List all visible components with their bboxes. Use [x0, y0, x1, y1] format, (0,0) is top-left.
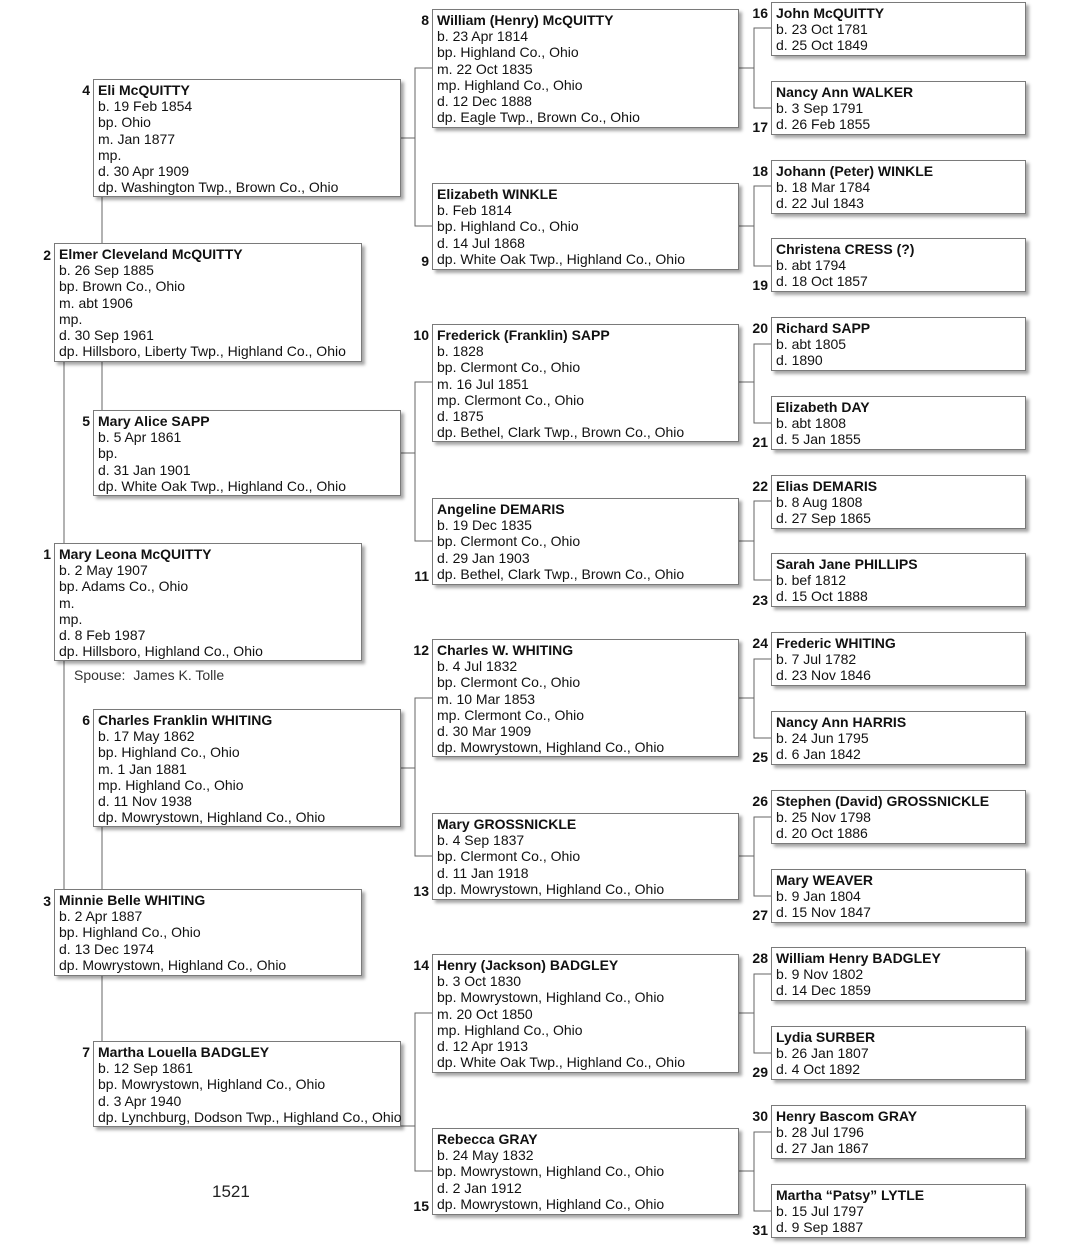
person-17-number: 17	[752, 119, 768, 135]
person-fact: b. 12 Sep 1861	[98, 1060, 193, 1077]
person-fact: d. 9 Sep 1887	[776, 1219, 864, 1236]
connector-8	[739, 28, 771, 108]
person-fact: b. Feb 1814	[437, 202, 512, 219]
person-fact: b. 2 Apr 1887	[59, 908, 143, 925]
page-number: 1521	[212, 1182, 250, 1201]
connector-10	[739, 344, 771, 423]
person-fact: m. abt 1906	[59, 294, 133, 311]
spouse-name: James K. Tolle	[133, 667, 225, 683]
person-card-2[interactable]	[54, 243, 362, 362]
person-fact: b. 1828	[437, 343, 484, 360]
person-card-14[interactable]	[432, 954, 739, 1073]
person-fact: d. 27 Sep 1865	[776, 510, 871, 527]
person-name: Minnie Belle WHITING	[59, 892, 206, 908]
person-27-number: 27	[752, 907, 768, 923]
person-fact: m. 10 Mar 1853	[437, 690, 536, 707]
person-fact: dp. Lynchburg, Dodson Twp., Highland Co., Ohio	[98, 1108, 402, 1125]
person-fact: dp. Hillsboro, Liberty Twp., Highland Co., Ohio	[59, 343, 346, 360]
person-30-number: 30	[752, 1108, 768, 1124]
person-name: Charles W. WHITING	[437, 642, 574, 658]
person-29-number: 29	[752, 1064, 768, 1080]
person-fact: b. 3 Oct 1830	[437, 973, 522, 990]
person-fact: b. 3 Sep 1791	[776, 100, 864, 117]
person-11-number: 11	[414, 568, 429, 584]
connector-9	[739, 186, 771, 266]
person-card-31[interactable]	[771, 1184, 1026, 1238]
person-1-number: 1	[43, 546, 51, 562]
person-fact: d. 1875	[437, 408, 484, 425]
person-fact: b. 28 Jul 1796	[776, 1124, 864, 1141]
person-fact: dp. Mowrystown, Highland Co., Ohio	[437, 739, 665, 756]
person-name: Richard SAPP	[776, 320, 871, 336]
person-card-5[interactable]	[93, 410, 401, 496]
person-fact: b. 2 May 1907	[59, 562, 148, 579]
person-fact: bp. Highland Co., Ohio	[437, 44, 579, 61]
person-fact: b. 4 Jul 1832	[437, 658, 518, 675]
person-name: Rebecca GRAY	[437, 1131, 538, 1147]
person-fact: b. 9 Jan 1804	[776, 888, 861, 905]
person-card-26[interactable]	[771, 790, 1026, 844]
person-name: Charles Franklin WHITING	[98, 712, 273, 728]
person-fact: bp.	[98, 445, 118, 462]
person-card-30[interactable]	[771, 1105, 1026, 1159]
person-card-21[interactable]	[771, 396, 1026, 450]
person-fact: dp. Washington Twp., Brown Co., Ohio	[98, 179, 339, 196]
person-4-number: 4	[82, 82, 90, 98]
person-name: Henry (Jackson) BADGLEY	[437, 957, 619, 973]
person-fact: b. 8 Aug 1808	[776, 494, 863, 511]
person-fact: d. 2 Jan 1912	[437, 1179, 522, 1196]
person-fact: bp. Clermont Co., Ohio	[437, 359, 581, 376]
person-fact: b. 5 Apr 1861	[98, 429, 182, 446]
person-name: Johann (Peter) WINKLE	[776, 163, 934, 179]
person-fact: m. Jan 1877	[98, 130, 176, 147]
person-fact: d. 12 Apr 1913	[437, 1038, 529, 1055]
person-fact: mp.	[98, 146, 122, 163]
person-25-number: 25	[752, 749, 768, 765]
person-card-29[interactable]	[771, 1026, 1026, 1080]
person-fact: bp. Adams Co., Ohio	[59, 578, 189, 595]
person-fact: mp.	[59, 610, 83, 627]
person-8-number: 8	[421, 12, 429, 28]
person-fact: b. 26 Sep 1885	[59, 262, 154, 279]
person-card-24[interactable]	[771, 632, 1026, 686]
person-card-3[interactable]	[54, 889, 362, 976]
person-21-number: 21	[752, 434, 768, 450]
person-fact: dp. Mowrystown, Highland Co., Ohio	[437, 880, 665, 897]
person-fact: bp. Mowrystown, Highland Co., Ohio	[437, 989, 665, 1006]
spouse-label: Spouse:	[74, 667, 126, 683]
connector-7	[401, 1013, 432, 1171]
connector-11	[739, 501, 771, 580]
person-fact: d. 23 Nov 1846	[776, 667, 871, 684]
person-fact: d. 20 Oct 1886	[776, 825, 868, 842]
person-fact: d. 13 Dec 1974	[59, 940, 154, 957]
person-fact: dp. White Oak Twp., Highland Co., Ohio	[437, 1054, 685, 1071]
person-name: Mary Leona McQUITTY	[59, 546, 212, 562]
person-fact: m. 16 Jul 1851	[437, 375, 529, 392]
person-fact: mp. Highland Co., Ohio	[437, 1021, 583, 1038]
person-fact: b. 25 Nov 1798	[776, 809, 871, 826]
person-fact: b. 24 May 1832	[437, 1147, 534, 1164]
person-7-number: 7	[82, 1044, 90, 1060]
person-fact: bp. Highland Co., Ohio	[98, 744, 240, 761]
person-12-number: 12	[413, 642, 429, 658]
person-fact: d. 26 Feb 1855	[776, 116, 871, 133]
person-fact: d. 5 Jan 1855	[776, 431, 861, 448]
person-fact: dp. Mowrystown, Highland Co., Ohio	[437, 1195, 665, 1212]
person-fact: mp. Clermont Co., Ohio	[437, 391, 585, 408]
person-card-10[interactable]	[432, 324, 739, 442]
person-name: Henry Bascom GRAY	[776, 1108, 918, 1124]
person-fact: d. 15 Nov 1847	[776, 904, 871, 921]
person-fact: dp. Mowrystown, Highland Co., Ohio	[59, 956, 287, 973]
person-13-number: 13	[413, 883, 429, 899]
person-fact: d. 14 Dec 1859	[776, 982, 871, 999]
person-fact: m. 22 Oct 1835	[437, 60, 533, 77]
person-name: Angeline DEMARIS	[437, 501, 565, 517]
person-fact: m. 1 Jan 1881	[98, 760, 187, 777]
person-fact: b. abt 1805	[776, 336, 847, 353]
person-card-15[interactable]	[432, 1128, 739, 1215]
person-fact: b. 19 Feb 1854	[98, 98, 193, 115]
person-fact: d. 6 Jan 1842	[776, 746, 861, 763]
person-card-6[interactable]	[93, 709, 401, 827]
person-26-number: 26	[752, 793, 768, 809]
person-fact: d. 3 Apr 1940	[98, 1092, 182, 1109]
person-card-4[interactable]	[93, 79, 401, 197]
person-fact: b. 23 Oct 1781	[776, 21, 868, 38]
person-28-number: 28	[752, 950, 768, 966]
person-fact: b. bef 1812	[776, 572, 847, 589]
person-fact: mp.	[59, 310, 83, 327]
person-card-19[interactable]	[771, 238, 1026, 292]
person-fact: b. 4 Sep 1837	[437, 832, 525, 849]
person-fact: b. 17 May 1862	[98, 728, 195, 745]
person-name: Nancy Ann HARRIS	[776, 714, 907, 730]
person-fact: dp. Bethel, Clark Twp., Brown Co., Ohio	[437, 565, 685, 582]
person-fact: d. 25 Oct 1849	[776, 37, 868, 54]
person-fact: d. 31 Jan 1901	[98, 461, 191, 478]
person-3-number: 3	[43, 893, 51, 909]
person-fact: bp. Mowrystown, Highland Co., Ohio	[98, 1076, 326, 1093]
person-name: Frederick (Franklin) SAPP	[437, 327, 610, 343]
person-fact: d. 29 Jan 1903	[437, 549, 530, 566]
person-name: Christena CRESS (?)	[776, 241, 915, 257]
person-name: Mary Alice SAPP	[98, 413, 210, 429]
connector-15	[739, 1132, 771, 1211]
person-name: Elmer Cleveland McQUITTY	[59, 246, 243, 262]
person-card-23[interactable]	[771, 553, 1026, 607]
person-24-number: 24	[752, 635, 768, 651]
person-fact: bp. Clermont Co., Ohio	[437, 848, 581, 865]
person-name: Sarah Jane PHILLIPS	[776, 556, 918, 572]
person-14-number: 14	[413, 957, 429, 973]
person-name: Elias DEMARIS	[776, 478, 878, 494]
person-card-7[interactable]	[93, 1041, 401, 1127]
person-2-number: 2	[43, 247, 51, 263]
person-5-number: 5	[82, 413, 90, 429]
person-name: Martha “Patsy” LYTLE	[776, 1187, 925, 1203]
person-card-27[interactable]	[771, 869, 1026, 923]
person-fact: d. 30 Apr 1909	[98, 163, 190, 180]
person-20-number: 20	[752, 320, 768, 336]
person-fact: d. 15 Oct 1888	[776, 588, 868, 605]
person-card-12[interactable]	[432, 639, 739, 757]
person-name: William Henry BADGLEY	[776, 950, 941, 966]
spouse-line	[74, 667, 224, 683]
person-name: Stephen (David) GROSSNICKLE	[776, 793, 990, 809]
person-fact: bp. Clermont Co., Ohio	[437, 533, 581, 550]
person-fact: bp. Ohio	[98, 114, 151, 131]
person-fact: b. 23 Apr 1814	[437, 28, 529, 45]
person-19-number: 19	[752, 277, 768, 293]
person-fact: dp. Bethel, Clark Twp., Brown Co., Ohio	[437, 424, 685, 441]
person-fact: bp. Highland Co., Ohio	[59, 924, 201, 941]
person-fact: b. 19 Dec 1835	[437, 517, 532, 534]
person-fact: d. 11 Jan 1918	[437, 864, 529, 881]
person-card-17[interactable]	[771, 81, 1026, 135]
person-name: Nancy Ann WALKER	[776, 84, 914, 100]
person-fact: m. 20 Oct 1850	[437, 1005, 533, 1022]
person-name: Martha Louella BADGLEY	[98, 1044, 270, 1060]
person-fact: d. 4 Oct 1892	[776, 1061, 861, 1078]
person-card-28[interactable]	[771, 947, 1026, 1001]
connector-14	[739, 974, 771, 1053]
person-23-number: 23	[752, 592, 768, 608]
person-fact: d. 27 Jan 1867	[776, 1140, 869, 1157]
person-card-20[interactable]	[771, 317, 1026, 371]
person-fact: bp. Highland Co., Ohio	[437, 218, 579, 235]
person-card-8[interactable]	[432, 9, 739, 128]
person-22-number: 22	[752, 478, 768, 494]
person-card-18[interactable]	[771, 160, 1026, 214]
person-fact: dp. Mowrystown, Highland Co., Ohio	[98, 809, 326, 826]
person-31-number: 31	[752, 1222, 768, 1238]
person-card-13[interactable]	[432, 813, 739, 900]
person-card-16[interactable]	[771, 2, 1026, 56]
person-fact: dp. White Oak Twp., Highland Co., Ohio	[437, 250, 685, 267]
person-fact: d. 22 Jul 1843	[776, 195, 864, 212]
person-card-22[interactable]	[771, 475, 1026, 529]
person-fact: d. 30 Sep 1961	[59, 327, 154, 344]
person-fact: b. 26 Jan 1807	[776, 1045, 869, 1062]
connector-13	[739, 817, 771, 896]
connector-12	[739, 659, 771, 738]
person-card-25[interactable]	[771, 711, 1026, 765]
person-fact: mp. Highland Co., Ohio	[98, 776, 244, 793]
person-fact: d. 18 Oct 1857	[776, 273, 868, 290]
person-fact: d. 14 Jul 1868	[437, 234, 525, 251]
person-name: William (Henry) McQUITTY	[437, 12, 614, 28]
person-6-number: 6	[82, 712, 90, 728]
person-fact: m.	[59, 594, 75, 611]
person-name: Elizabeth DAY	[776, 399, 870, 415]
person-9-number: 9	[421, 253, 429, 269]
person-name: Eli McQUITTY	[98, 82, 190, 98]
person-fact: d. 30 Mar 1909	[437, 723, 532, 740]
person-fact: dp. Eagle Twp., Brown Co., Ohio	[437, 109, 640, 126]
person-fact: b. 7 Jul 1782	[776, 651, 857, 668]
person-fact: bp. Mowrystown, Highland Co., Ohio	[437, 1163, 665, 1180]
person-card-11[interactable]	[432, 498, 739, 585]
person-fact: b. 15 Jul 1797	[776, 1203, 864, 1220]
connector-4	[401, 68, 432, 226]
person-fact: mp. Clermont Co., Ohio	[437, 706, 585, 723]
person-fact: d. 11 Nov 1938	[98, 793, 192, 810]
person-fact: mp. Highland Co., Ohio	[437, 76, 583, 93]
person-fact: b. abt 1794	[776, 257, 847, 274]
connector-6	[401, 698, 432, 856]
person-name: Elizabeth WINKLE	[437, 186, 558, 202]
person-18-number: 18	[752, 163, 768, 179]
person-fact: dp. Hillsboro, Highland Co., Ohio	[59, 643, 263, 660]
person-fact: d. 1890	[776, 352, 823, 369]
person-fact: b. abt 1808	[776, 415, 847, 432]
person-name: John McQUITTY	[776, 5, 885, 21]
person-fact: d. 8 Feb 1987	[59, 627, 146, 644]
person-fact: bp. Clermont Co., Ohio	[437, 674, 581, 691]
person-fact: bp. Brown Co., Ohio	[59, 278, 186, 295]
person-fact: b. 9 Nov 1802	[776, 966, 864, 983]
person-name: Frederic WHITING	[776, 635, 896, 651]
person-card-9[interactable]	[432, 183, 739, 270]
person-card-1[interactable]	[54, 543, 362, 661]
person-16-number: 16	[752, 5, 768, 21]
person-fact: dp. White Oak Twp., Highland Co., Ohio	[98, 477, 346, 494]
person-name: Lydia SURBER	[776, 1029, 876, 1045]
person-fact: b. 24 Jun 1795	[776, 730, 869, 747]
person-fact: d. 12 Dec 1888	[437, 93, 532, 110]
connector-5	[401, 382, 432, 541]
person-10-number: 10	[413, 327, 429, 343]
person-name: Mary GROSSNICKLE	[437, 816, 577, 832]
person-fact: b. 18 Mar 1784	[776, 179, 871, 196]
person-name: Mary WEAVER	[776, 872, 873, 888]
person-15-number: 15	[413, 1198, 429, 1214]
